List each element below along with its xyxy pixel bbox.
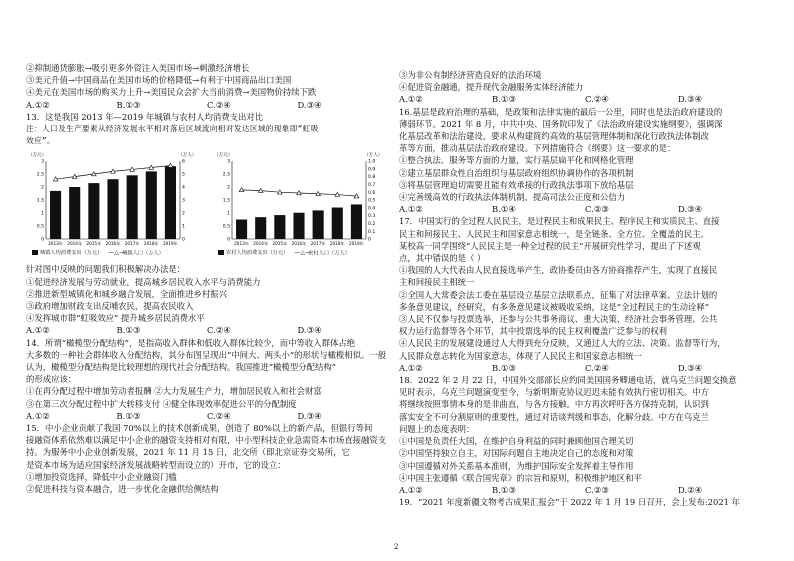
urban-chart-svg bbox=[26, 149, 202, 259]
q12-choices bbox=[26, 99, 388, 111]
text-line: 15．中小企业贡献了我国 70%以上的技术创新成果，创造了 80%以上的新产品，但银行等间 bbox=[26, 423, 373, 434]
text-line: 人民群众意志转化为国家意志，体现了人民民主和国家意志相统一 bbox=[399, 350, 642, 361]
right-column bbox=[399, 0, 771, 508]
choice-a: A.①② bbox=[399, 484, 423, 495]
y-left-tick-label: 1 bbox=[227, 212, 230, 218]
page-number: 2 bbox=[394, 543, 399, 551]
urban-consumption-chart bbox=[26, 149, 202, 259]
text-line: ③美元升值→中国商品在美国市场的价格降低→有利于中国商品出口美国 bbox=[26, 75, 292, 86]
y-right-tick-label: 5 bbox=[182, 173, 185, 179]
bar bbox=[127, 176, 138, 240]
q17-choices bbox=[399, 362, 771, 374]
y-left-unit: （万元） bbox=[214, 153, 233, 159]
y-left-tick-label: 0 bbox=[41, 238, 44, 244]
text-line: 17．中国实行的全过程人民民主，是过程民主和成果民主、程序民主和实质民主、直接 bbox=[399, 216, 720, 227]
choice-b: B.①③ bbox=[116, 99, 141, 110]
x-tick-label: 2018年 bbox=[143, 241, 159, 247]
bar bbox=[351, 205, 362, 240]
choice-a: A.①② bbox=[399, 94, 423, 105]
left-column bbox=[26, 0, 388, 495]
q18-lines bbox=[399, 374, 771, 484]
x-tick-label: 2014年 bbox=[67, 241, 83, 247]
y-right-tick-label: 0.3 bbox=[368, 214, 376, 220]
text-line: 化基层改革和法治建设，要求从构建简约高效的基层管理体制和深化行政执法体制改 bbox=[399, 131, 709, 142]
text-line: 是资本市场为适应国家经济发展战略转型而设立的）开市，它的设立： bbox=[26, 459, 286, 470]
q13-note-line: 注：人口及生产要素从经济发展水平相对落后区域流向相对发达区域的现象即“虹吸 bbox=[26, 124, 319, 134]
text-line: 点，其中错误的是（ ） bbox=[399, 253, 486, 264]
x-tick-label: 2015年 bbox=[272, 241, 288, 247]
bar bbox=[165, 167, 176, 240]
y-left-tick-label: 3 bbox=[41, 160, 44, 166]
text-line: 权力运行监督等各个环节，其中投票选举的民主权利覆盖广泛参与的权利 bbox=[399, 326, 667, 337]
y-left-unit: （万元） bbox=[28, 153, 47, 159]
q15-lines bbox=[26, 422, 388, 495]
x-tick-label: 2016年 bbox=[291, 241, 307, 247]
q14-choices bbox=[26, 410, 388, 422]
y-right-tick-label: 0.2 bbox=[368, 222, 376, 228]
text-line: ①在再分配过程中增加劳动者报酬 ②大力发展生产力，增加居民收入和社会财富 bbox=[26, 386, 322, 397]
legend-bar-swatch bbox=[218, 250, 224, 255]
q16-lines bbox=[399, 106, 771, 204]
y-left-tick-label: 3 bbox=[227, 160, 230, 166]
y-right-tick-label: 3 bbox=[182, 199, 185, 205]
q17-lines bbox=[399, 215, 771, 361]
legend-bar-entry bbox=[32, 247, 102, 260]
text-line: 接融资体系依然难以满足中小企业的融资支持相对有限，中小型科技企业急需资本市场直接融资支 bbox=[26, 435, 387, 446]
legend-line-label: 城镇人口（万人） bbox=[122, 250, 164, 257]
text-line: 16.基层是政府治理的基础，是政策和法律实施的最后一公里，同时也是法治政府建设的 bbox=[399, 106, 723, 117]
text-line: ④促进资金融通，提升现代金融服务实体经济能力 bbox=[399, 82, 584, 93]
legend-line-entry bbox=[294, 247, 350, 260]
bar bbox=[332, 208, 343, 239]
q16-choices bbox=[399, 203, 771, 215]
bar bbox=[313, 211, 324, 240]
q12-option-lines bbox=[26, 62, 388, 99]
text-line: 将继续按照事情本身的是非曲直，与各方接触。中方再次呼吁各方保持克制，认识到 bbox=[399, 399, 709, 410]
y-left-tick-label: 2.5 bbox=[36, 173, 44, 179]
text-line: ②推进新型城镇化和城乡融合发展，全面推进乡村振兴 bbox=[26, 288, 227, 299]
choice-c: C.②④ bbox=[585, 94, 609, 105]
choice-b: B.①③ bbox=[492, 484, 516, 495]
x-tick-label: 2018年 bbox=[329, 241, 345, 247]
text-line: ②抑制通货膨胀→吸引更多外资注入美国市场→刺激经济增长 bbox=[26, 63, 250, 73]
y-left-tick-label: 1.5 bbox=[36, 199, 44, 205]
y-right-tick-label: 4 bbox=[182, 186, 185, 192]
choice-a: A.①② bbox=[399, 362, 423, 373]
q13-after-lines bbox=[26, 263, 388, 324]
urban-chart-legend bbox=[32, 247, 202, 260]
x-tick-label: 2013年 bbox=[48, 241, 64, 247]
y-right-tick-label: 2 bbox=[182, 212, 185, 218]
text-line: 多条意见建议，经研究，有多条意见建议被吸收采纳，这是“全过程民主的生动诠释” bbox=[399, 301, 710, 312]
y-right-unit: （万人） bbox=[178, 153, 197, 159]
text-line: ③人民不仅参与投票选举，还参与公共事务商议、重大决策、经济社会事务管理、公共 bbox=[399, 314, 718, 325]
text-line: 薄弱环节。2021 年 8 月，中共中央、国务院印发了《法治政府建设实施纲要》，强调深 bbox=[399, 118, 723, 129]
choice-b: B.①③ bbox=[492, 362, 516, 373]
y-right-tick-label: 0.8 bbox=[368, 175, 376, 181]
choice-c: C.②④ bbox=[207, 99, 231, 110]
choice-b: B.①④ bbox=[492, 204, 516, 215]
text-line: ②促进科技与资本融合，进一步优化金融供给侧结构 bbox=[26, 484, 219, 495]
text-line: 的形成应该： bbox=[26, 374, 77, 385]
choice-d: D.③④ bbox=[678, 362, 703, 373]
q15-more-lines bbox=[399, 69, 771, 93]
text-line: 针对图中反映的问题我们积极解决办法是： bbox=[26, 264, 186, 275]
bar bbox=[107, 180, 118, 240]
y-right-tick-label: 0.9 bbox=[368, 167, 376, 173]
bar bbox=[50, 191, 61, 239]
x-tick-label: 2019年 bbox=[162, 241, 178, 247]
text-line: ③政府增加财政支出反哺农民，提高农民收入 bbox=[26, 301, 194, 312]
legend-bar-swatch bbox=[32, 250, 38, 255]
bar bbox=[293, 213, 304, 239]
text-line: ②中国坚持独立自主，对国际问题自主地决定自己的态度和对策 bbox=[399, 448, 634, 459]
text-line: 大多数的一种社会群体收入分配结构，其分布图呈现出“中间大、两头小”的形状与橄榄相似。一般 bbox=[26, 349, 387, 360]
q13-choices bbox=[26, 324, 388, 336]
line-point bbox=[168, 164, 173, 168]
q14-lines bbox=[26, 337, 388, 410]
text-line: ①整合执法、服务等方面的力量，实行基层扁平化和网格化管理 bbox=[399, 155, 634, 166]
legend-line-marker: —△— bbox=[108, 248, 125, 256]
y-right-unit: （万人） bbox=[364, 153, 383, 159]
y-right-tick-label: 0 bbox=[368, 238, 371, 244]
legend-line-entry bbox=[108, 247, 164, 260]
x-tick-label: 2013年 bbox=[234, 241, 250, 247]
q15-choices bbox=[399, 93, 771, 105]
text-line: 持。为服务中小企业创新发展，2021 年 11 月 15 日，北交所（即北京证券交易所，它 bbox=[26, 447, 350, 458]
choice-c: C.②④ bbox=[585, 362, 609, 373]
choice-d: D.③④ bbox=[297, 325, 322, 336]
text-line: ④美元在美国市场的购买力上升→美国民众会扩大当前消费→美国物价持续下跌 bbox=[26, 87, 317, 98]
q13-charts bbox=[26, 149, 388, 259]
y-right-tick-label: 0.1 bbox=[368, 230, 376, 236]
bar bbox=[146, 172, 157, 240]
y-right-tick-label: 0.4 bbox=[368, 206, 376, 212]
text-line: 问题上的态度表明： bbox=[399, 423, 475, 434]
text-line: ④发挥城市群“虹吸效应” 提升城乡居民消费水平 bbox=[26, 313, 205, 324]
y-left-tick-label: 1 bbox=[41, 212, 44, 218]
choice-d: D.③④ bbox=[678, 204, 703, 215]
choice-c: C.②③ bbox=[585, 204, 609, 215]
text-line: ②建立基层群众性自治组织与基层政府组织协调协作的各项机制 bbox=[399, 167, 634, 178]
x-tick-label: 2017年 bbox=[310, 241, 326, 247]
text-line: ③为非公有制经济营造良好的法治环境 bbox=[399, 70, 542, 80]
choice-c: C.②④ bbox=[207, 410, 231, 421]
text-line: ④完善缓高效的行政执法体制机制，提高司法公正度和公信力 bbox=[399, 192, 626, 203]
choice-c: C.②③ bbox=[585, 484, 609, 495]
text-line: ③将基层管理迫切需要且能有效承接的行政执法事项下放给基层 bbox=[399, 179, 634, 190]
text-line: 18．2022 年 2 月 22 日，中国外交部部长应约同美国国务卿通电话，就乌克兰问题交换意 bbox=[399, 375, 737, 386]
text-line: ③中国遵循对外关系基本准则，为维护国际安全发挥着主导作用 bbox=[399, 460, 634, 471]
bar bbox=[69, 187, 80, 239]
choice-b: B.①③ bbox=[116, 410, 141, 421]
text-line: ①增加投资选择，降低中小企业融资门槛 bbox=[26, 471, 177, 482]
choice-d: D.③④ bbox=[297, 99, 322, 110]
q18-choices bbox=[399, 484, 771, 496]
x-tick-label: 2014年 bbox=[253, 241, 269, 247]
legend-line-marker: —△— bbox=[294, 248, 311, 256]
rural-consumption-chart bbox=[212, 149, 388, 259]
y-left-tick-label: 2 bbox=[227, 186, 230, 192]
text-line: 落实安全不可分割原则的重要性，通过对话谈判缓和事态，化解分歧。中方在乌克兰 bbox=[399, 411, 709, 422]
text-line: ①促进经济发展与劳动就业，提高城乡居民收入水平与消费能力 bbox=[26, 276, 261, 287]
choice-d: D.③④ bbox=[678, 94, 703, 105]
q13-note-line: 效应”。 bbox=[26, 136, 55, 146]
y-right-tick-label: 1 bbox=[182, 225, 185, 231]
text-line: 主和间接民主相统一 bbox=[399, 277, 475, 288]
y-right-tick-label: 0 bbox=[182, 238, 185, 244]
choice-a: A.①② bbox=[26, 410, 50, 421]
text-line: ①我国的人大代表由人民直接选举产生，政协委员由各方协商推荐产生，实现了直接民 bbox=[399, 265, 718, 276]
y-left-tick-label: 0.5 bbox=[36, 225, 44, 231]
y-right-tick-label: 0.6 bbox=[368, 191, 376, 197]
choice-d: D.③④ bbox=[297, 410, 322, 421]
y-left-tick-label: 1.5 bbox=[222, 199, 230, 205]
text-line: 见时表示，乌克兰问题演变至今，与新明斯克协议迟迟未能有效执行密切相关。中方 bbox=[399, 387, 709, 398]
text-line: 某校高一同学围绕“人民民主是一种全过程的民主”开展研究性学习，提出了下述观 bbox=[399, 240, 701, 251]
choice-a: A.①② bbox=[26, 325, 50, 336]
choice-c: C.②④ bbox=[207, 325, 231, 336]
x-tick-label: 2016年 bbox=[105, 241, 121, 247]
choice-a: A.①② bbox=[399, 204, 423, 215]
x-tick-label: 2017年 bbox=[124, 241, 140, 247]
text-line: ②全国人大常委会法工委在基层设立基层立法联系点，征集了对法律草案、立法计划的 bbox=[399, 289, 718, 300]
text-line: 民主和间接民主、人民民主和国家意志相统一，是全链条、全方位、全覆盖的民主。 bbox=[399, 228, 709, 239]
bar bbox=[274, 216, 285, 240]
text-line: 14．所谓“橄榄型分配结构”，是指高收入群体和低收入群体比较少，而中等收入群体占绝 bbox=[26, 337, 356, 348]
text-line: 认为，橄榄型分配结构是比较理想的现代社会分配结构。我国推进“橄榄型分配结构” bbox=[26, 362, 337, 373]
y-left-tick-label: 2.5 bbox=[222, 173, 230, 179]
q19-stem: 19．“2021 年度新疆文物考古成果汇报会”于 2022 年 1 月 19 日召开，会上发布:2021 年 bbox=[399, 497, 741, 508]
rural-chart-legend bbox=[218, 247, 388, 260]
bar bbox=[236, 220, 247, 240]
y-right-tick-label: 0.7 bbox=[368, 183, 376, 189]
choice-b: B.①③ bbox=[116, 325, 141, 336]
y-right-tick-label: 6 bbox=[182, 160, 185, 166]
choice-b: B.①③ bbox=[492, 94, 516, 105]
text-line: 革等方面，推动基层法治政府建设。下列措施符合《纲要》这一要求的是： bbox=[399, 143, 676, 154]
text-line: ④人民民主的发展建设通过人大得到充分反映，又通过人大的立法、决策、监督等行为， bbox=[399, 338, 726, 349]
bar bbox=[88, 184, 99, 240]
y-left-tick-label: 0 bbox=[227, 238, 230, 244]
legend-bar-label: 农村人均消费支出（万元） bbox=[226, 249, 289, 256]
legend-line-label: 农村人口（万人） bbox=[308, 250, 350, 257]
text-line: ④中国主张遵循《联合国宪章》的宗旨和原则，积极维护地区和平 bbox=[399, 472, 642, 483]
q13-stem: 13．这是我国 2013 年—2019 年城镇与农村人均消费支出对比 bbox=[26, 111, 264, 122]
y-right-tick-label: 0.5 bbox=[368, 199, 376, 205]
legend-bar-entry bbox=[218, 247, 288, 260]
y-right-tick-label: 1.0 bbox=[368, 160, 376, 166]
text-line: ③在第三次分配过程中扩大转移支付 ④健全体现效率促进公平的分配制度 bbox=[26, 398, 297, 409]
y-left-tick-label: 2 bbox=[41, 186, 44, 192]
rural-chart-svg bbox=[212, 149, 388, 259]
x-tick-label: 2015年 bbox=[86, 241, 102, 247]
text-line: ①中国是负责任大国，在维护自身利益的同时兼顾他国合理关切 bbox=[399, 436, 634, 447]
bar bbox=[255, 218, 266, 240]
y-left-tick-label: 0.5 bbox=[222, 225, 230, 231]
x-tick-label: 2019年 bbox=[348, 241, 364, 247]
choice-a: A.①② bbox=[26, 99, 50, 110]
choice-d: D.②④ bbox=[678, 484, 703, 495]
legend-bar-label: 城镇人均消费支出（万元） bbox=[40, 249, 103, 256]
